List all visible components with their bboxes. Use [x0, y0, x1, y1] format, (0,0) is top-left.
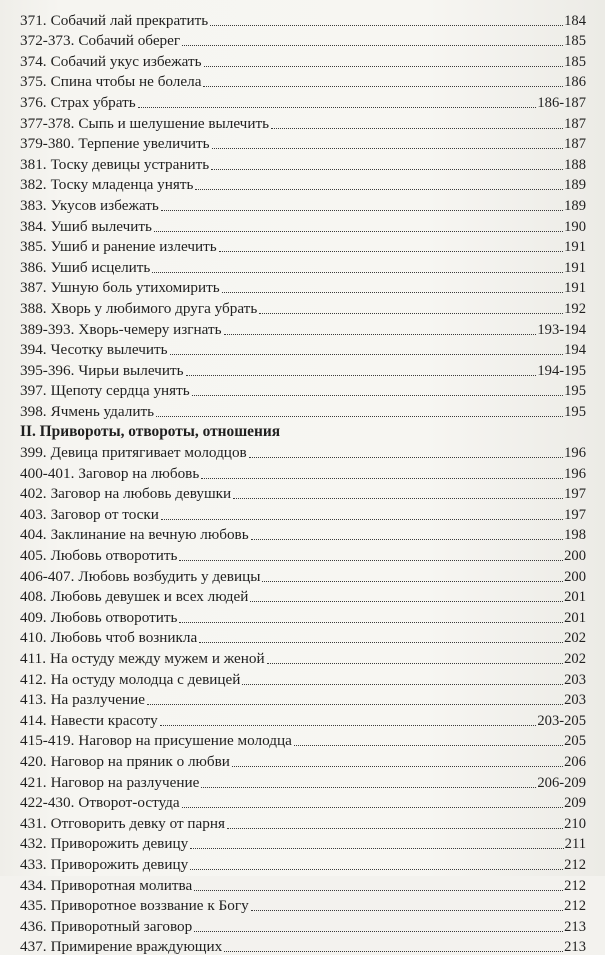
entry-number: 409. [20, 608, 47, 626]
toc-entry [20, 811, 586, 832]
toc-entry [20, 296, 586, 317]
dot-leader [179, 560, 563, 561]
entry-page: 187 [564, 115, 586, 132]
entry-title: Отворот-остуда [78, 794, 180, 812]
toc-entry [20, 605, 586, 626]
dot-leader [201, 787, 536, 788]
entry-number: 389-393. [20, 320, 75, 338]
entry-page: 212 [564, 877, 586, 894]
entry-title: Чесотку вылечить [50, 341, 168, 359]
entry-number: 431. [20, 814, 47, 832]
entry-number: 398. [20, 402, 47, 420]
entry-page: 200 [564, 568, 586, 585]
entry-page: 213 [564, 939, 586, 955]
entry-title: Укусов избежать [50, 196, 159, 214]
entry-page: 202 [564, 651, 586, 667]
dot-leader [271, 128, 563, 129]
entry-number: 388. [20, 299, 47, 317]
entry-page: 185 [564, 53, 586, 70]
entry-number: 402. [20, 485, 47, 503]
toc-entry [20, 358, 586, 379]
entry-number: 383. [20, 196, 47, 214]
toc-entry [20, 173, 586, 194]
entry-number: 374. [20, 52, 47, 70]
entry-page: 192 [564, 300, 586, 317]
entry-number: 395-396. [20, 361, 75, 379]
entry-title: Девица притягивает молодцов [50, 444, 247, 462]
dot-leader [195, 189, 563, 190]
entry-page: 212 [564, 898, 586, 915]
dot-leader [194, 931, 563, 932]
toc-entry [20, 667, 586, 688]
entry-page: 188 [564, 156, 586, 173]
entry-number: 421. [20, 773, 47, 791]
entry-number: 410. [20, 629, 47, 647]
entry-title: Тоску девицы устранить [50, 155, 210, 173]
dot-leader [251, 539, 563, 540]
dot-leader [262, 581, 563, 582]
entry-number: 406-407. [20, 567, 75, 585]
dot-leader [182, 807, 563, 808]
entry-number: 387. [20, 279, 47, 297]
table-of-contents [20, 8, 586, 955]
dot-leader [161, 519, 563, 520]
entry-title: На разлучение [50, 691, 145, 709]
entry-number: 433. [20, 855, 47, 873]
entry-number: 408. [20, 588, 47, 606]
entry-page: 206 [564, 753, 586, 770]
entry-page: 213 [564, 918, 586, 935]
entry-title: Наговор на разлучение [50, 773, 200, 791]
toc-entry [20, 564, 586, 585]
entry-title: Любовь отворотить [50, 547, 178, 565]
toc-entry [20, 873, 586, 894]
dot-leader [222, 292, 563, 293]
toc-entry [20, 729, 586, 750]
toc-entry [20, 749, 586, 770]
entry-page: 186 [564, 74, 586, 91]
entry-number: 371. [20, 11, 47, 29]
entry-number: 379-380. [20, 135, 75, 153]
entry-number: 414. [20, 711, 47, 729]
entry-number: 405. [20, 547, 47, 565]
entry-title: Тоску младенца унять [50, 176, 194, 194]
entry-page: 185 [564, 33, 586, 50]
toc-entry [20, 832, 586, 853]
entry-number: 420. [20, 752, 47, 770]
toc-entry [20, 894, 586, 915]
toc-entry [20, 523, 586, 544]
entry-page: 196 [564, 465, 586, 482]
entry-page: 203 [564, 692, 586, 709]
toc-entry [20, 770, 586, 791]
dot-leader [182, 45, 563, 46]
dot-leader [152, 272, 563, 273]
entry-page: 191 [564, 259, 586, 276]
toc-entry [20, 29, 586, 50]
dot-leader [232, 766, 563, 767]
entry-title: Собачий укус избежать [50, 52, 202, 70]
entry-page: 191 [564, 239, 586, 256]
entry-title: Приворотный заговор [50, 917, 193, 935]
dot-leader [249, 457, 563, 458]
entry-number: 399. [20, 444, 47, 462]
toc-entry [20, 90, 586, 111]
toc-entry [20, 935, 586, 955]
dot-leader [211, 169, 563, 170]
entry-page: 203 [564, 671, 586, 688]
toc-entry [20, 317, 586, 338]
dot-leader [199, 642, 563, 643]
toc-entry [20, 399, 586, 420]
dot-leader [242, 684, 563, 685]
entry-number: 411. [20, 650, 47, 667]
toc-entry [20, 338, 586, 359]
toc-entry [20, 193, 586, 214]
entry-title: Наговор на пряник о любви [50, 752, 230, 770]
entry-number: 385. [20, 238, 47, 256]
entry-number: 432. [20, 835, 47, 853]
entry-title: Любовь чтоб возникла [50, 629, 198, 647]
entry-title: Собачий лай прекратить [50, 11, 209, 29]
entry-number: 434. [20, 876, 47, 894]
entry-title: Собачий оберег [78, 32, 181, 50]
dot-leader [224, 951, 563, 952]
entry-title: Заговор от тоски [50, 505, 159, 523]
section-heading: II. Привороты, отвороты, отношения [20, 423, 281, 441]
dot-leader [154, 231, 563, 232]
dot-leader [201, 478, 563, 479]
toc-entry [20, 914, 586, 935]
entry-title: Ушиб вылечить [50, 217, 152, 235]
dot-leader [161, 210, 563, 211]
dot-leader [203, 86, 563, 87]
entry-number: 377-378. [20, 114, 75, 132]
dot-leader [259, 313, 563, 314]
entry-title: Отговорить девку от парня [50, 814, 225, 832]
toc-entry [20, 379, 586, 400]
entry-title: Заговор на любовь [78, 464, 200, 482]
entry-number: 372-373. [20, 32, 75, 50]
toc-entry [20, 791, 586, 812]
entry-title: Ушиб исцелить [50, 258, 151, 276]
dot-leader [186, 375, 537, 376]
toc-entry [20, 49, 586, 70]
entry-number: 397. [20, 382, 47, 400]
entry-page: 205 [564, 733, 586, 750]
entry-page: 206-209 [537, 774, 586, 791]
dot-leader [194, 890, 563, 891]
entry-number: 403. [20, 505, 47, 523]
entry-title: Хворь у любимого друга убрать [50, 299, 258, 317]
entry-title: Страх убрать [50, 93, 136, 111]
entry-title: Приворотная молитва [50, 876, 193, 894]
toc-entry [20, 708, 586, 729]
toc-entry [20, 8, 586, 29]
dot-leader [219, 251, 563, 252]
dot-leader [190, 869, 563, 870]
toc-entry [20, 688, 586, 709]
toc-entry [20, 255, 586, 276]
entry-title: Примирение враждующих [50, 938, 223, 955]
entry-number: 415-419. [20, 732, 75, 750]
entry-title: Приворожить девицу [50, 855, 189, 873]
entry-title: На остуду между мужем и женой [50, 650, 265, 667]
entry-title: Навести красоту [50, 711, 158, 729]
entry-page: 196 [564, 445, 586, 462]
toc-entry [20, 111, 586, 132]
entry-number: 436. [20, 917, 47, 935]
entry-number: 404. [20, 526, 47, 544]
entry-number: 394. [20, 341, 47, 359]
entry-number: 413. [20, 691, 47, 709]
toc-entry [20, 276, 586, 297]
toc-entry [20, 502, 586, 523]
entry-title: Сыпь и шелушение вылечить [78, 114, 270, 132]
entry-title: Спина чтобы не болела [50, 73, 202, 91]
entry-page: 189 [564, 197, 586, 214]
dot-leader [294, 745, 563, 746]
entry-page: 197 [564, 506, 586, 523]
dot-leader [170, 354, 564, 355]
entry-title: Щепоту сердца унять [50, 382, 190, 400]
dot-leader [138, 107, 537, 108]
entry-page: 194 [564, 342, 586, 359]
toc-entry [20, 440, 586, 461]
entry-page: 201 [564, 589, 586, 606]
dot-leader [204, 66, 564, 67]
dot-leader [212, 148, 564, 149]
entry-number: 386. [20, 258, 47, 276]
entry-page: 210 [564, 815, 586, 832]
dot-leader [160, 725, 537, 726]
entry-number: 381. [20, 155, 47, 173]
entry-page: 189 [564, 177, 586, 194]
entry-page: 202 [564, 630, 586, 647]
entry-title: Заговор на любовь девушки [50, 485, 232, 503]
entry-page: 197 [564, 486, 586, 503]
toc-entry [20, 132, 586, 153]
entry-title: Ушиб и ранение излечить [50, 238, 217, 256]
entry-title: Наговор на присушение молодца [78, 732, 292, 750]
dot-leader [190, 848, 563, 849]
entry-page: 194-195 [537, 362, 586, 379]
toc-entry [20, 482, 586, 503]
toc-entry [20, 543, 586, 564]
entry-title: Любовь отворотить [50, 608, 178, 626]
entry-title: Любовь девушек и всех людей [50, 588, 249, 606]
dot-leader [224, 334, 537, 335]
dot-leader [250, 601, 563, 602]
entry-number: 437. [20, 938, 47, 955]
toc-entry [20, 461, 586, 482]
entry-number: 422-430. [20, 794, 75, 812]
entry-number: 435. [20, 897, 47, 915]
entry-title: Ячмень удалить [50, 402, 155, 420]
dot-leader [179, 622, 563, 623]
dot-leader [251, 910, 563, 911]
entry-page: 200 [564, 548, 586, 565]
entry-title: Терпение увеличить [78, 135, 210, 153]
entry-title: Ушную боль утихомирить [50, 279, 220, 297]
entry-title: Приворотное воззвание к Богу [50, 897, 249, 915]
dot-leader [210, 25, 563, 26]
toc-entry [20, 626, 586, 647]
entry-page: 191 [564, 280, 586, 297]
entry-number: 376. [20, 93, 47, 111]
entry-page: 203-205 [537, 712, 586, 729]
entry-number: 382. [20, 176, 47, 194]
toc-entry [20, 585, 586, 606]
entry-title: Заклинание на вечную любовь [50, 526, 249, 544]
toc-entry [20, 235, 586, 256]
entry-title: Хворь-чемеру изгнать [78, 320, 222, 338]
entry-page: 186-187 [537, 94, 586, 111]
dot-leader [227, 828, 563, 829]
entry-number: 375. [20, 73, 47, 91]
dot-leader [267, 663, 563, 664]
dot-leader [192, 395, 563, 396]
entry-page: 195 [564, 403, 586, 420]
entry-page: 187 [564, 136, 586, 153]
entry-page: 211 [564, 836, 586, 853]
toc-entry [20, 214, 586, 235]
entry-page: 195 [564, 383, 586, 400]
entry-page: 212 [564, 856, 586, 873]
dot-leader [147, 704, 563, 705]
entry-title: Любовь возбудить у девицы [78, 567, 261, 585]
dot-leader [233, 498, 563, 499]
toc-entry [20, 152, 586, 173]
entry-page: 193-194 [537, 321, 586, 338]
entry-title: Чирьи вылечить [78, 361, 184, 379]
entry-number: 384. [20, 217, 47, 235]
entry-title: На остуду молодца с девицей [50, 670, 241, 688]
toc-entry [20, 70, 586, 91]
entry-page: 190 [564, 218, 586, 235]
entry-page: 209 [564, 795, 586, 812]
dot-leader [156, 416, 563, 417]
entry-number: 412. [20, 670, 47, 688]
entry-page: 201 [564, 609, 586, 626]
entry-page: 184 [564, 12, 586, 29]
entry-page: 198 [564, 527, 586, 544]
entry-number: 400-401. [20, 464, 75, 482]
toc-entry [20, 852, 586, 873]
toc-entry [20, 646, 586, 667]
entry-title: Приворожить девицу [50, 835, 189, 853]
